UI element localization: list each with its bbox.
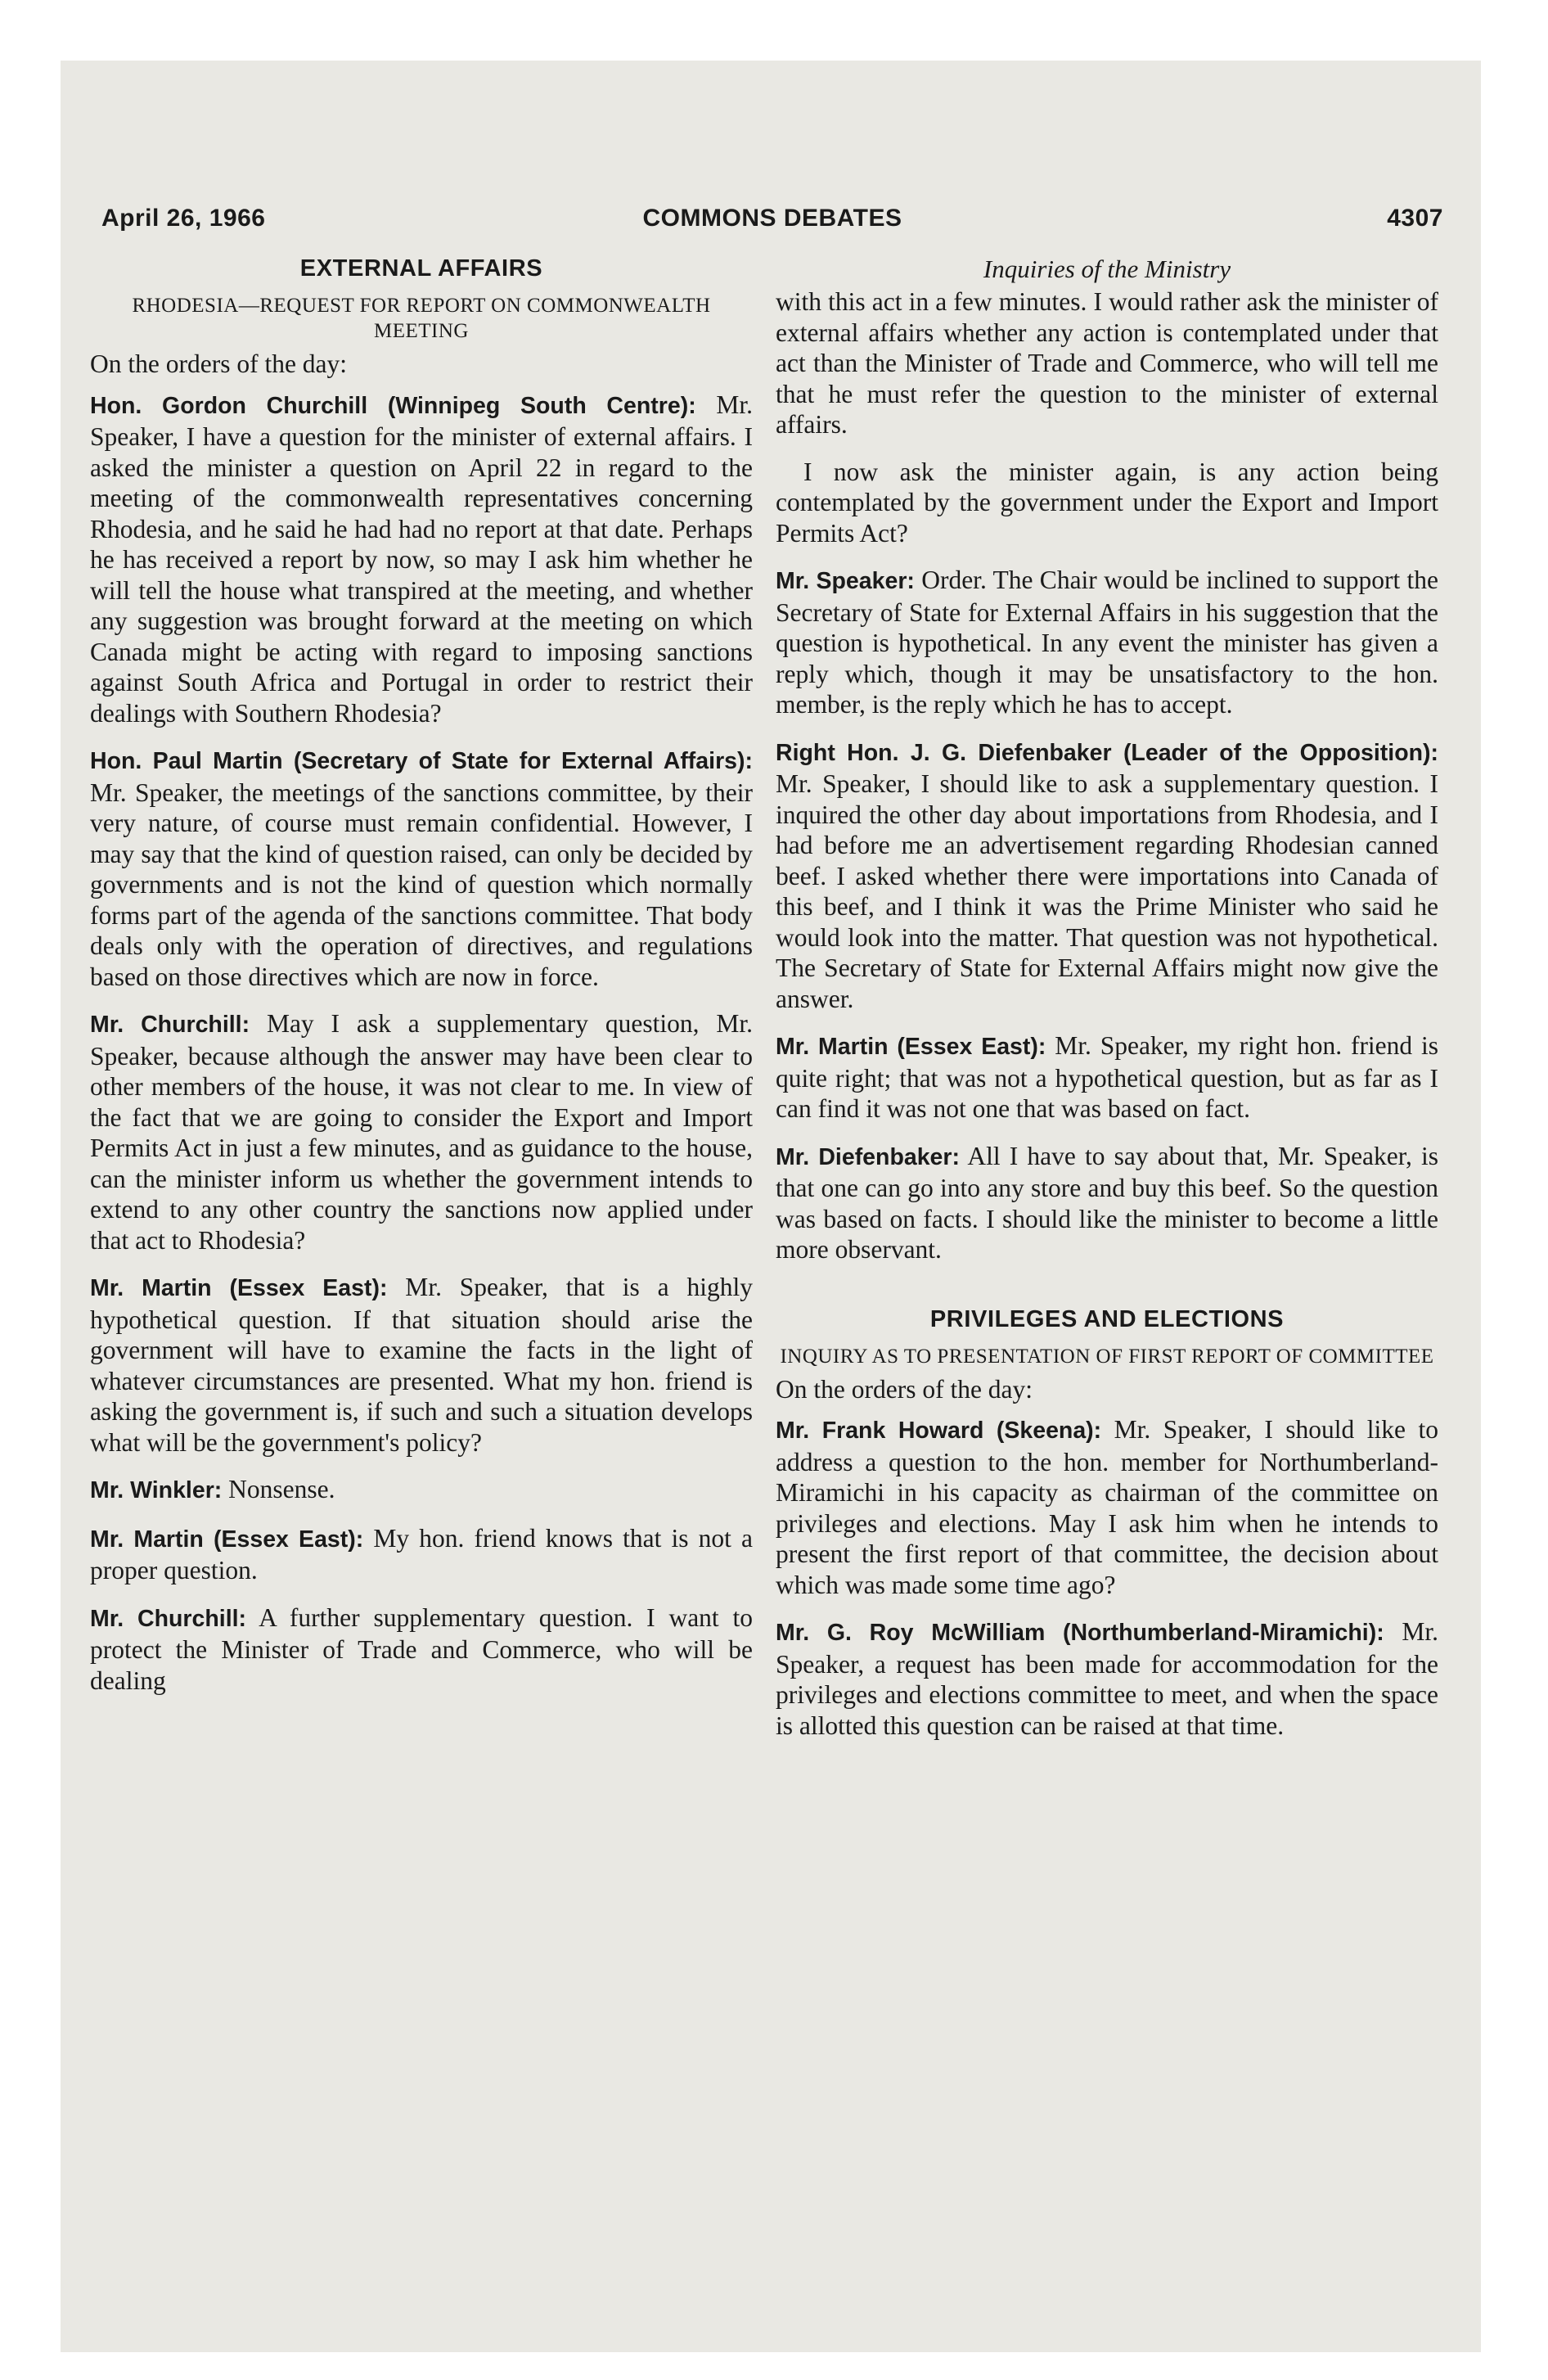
- speaker-name: Mr. Frank Howard (Skeena):: [776, 1418, 1102, 1444]
- header-date: April 26, 1966: [101, 205, 266, 232]
- speech-paragraph: [90, 1523, 753, 1586]
- speech-text: Mr. Speaker, the meetings of the sanctions committee, by their very nature, of course must remain confidential. However, I may say that the kind of question raised, can only be decided by governments and is not the kind of question which normally forms part of the agenda of the sanctions committee. That body deals only with the operation of directives, and regulations based on those directives which are now in force.: [90, 778, 753, 991]
- speech-text: Mr. Speaker, my right hon. friend is quite right; that was not a hypothetical question, but as far as I can find it was not one that was based on fact.: [776, 1031, 1439, 1123]
- speech-text: Mr. Speaker, I have a question for the minister of external affairs. I asked the minister a question on April 22 in regard to the meeting of the commonwealth representatives concerning Rhodesia, and he said he had had no report at that date. Perhaps he has received a report by now, so may I ask him whether he will tell the house what transpired at the meeting, and whether any suggestion was brought forward at the meeting on which Canada might be acting with regard to imposing sanctions against South Africa and Portugal in order to restrict their dealings with Southern Rhodesia?: [90, 390, 753, 728]
- speech-paragraph: [776, 1414, 1438, 1600]
- section-title: EXTERNAL AFFAIRS: [299, 255, 543, 282]
- page-header: [101, 205, 1443, 246]
- scanned-page: [61, 61, 1481, 2352]
- speaker-name: Mr. Martin (Essex East):: [776, 1034, 1046, 1060]
- speaker-name: Mr. Speaker:: [776, 568, 915, 594]
- continued-paragraph: I now ask the minister again, is any action being contemplated by the government under the Export and Import Permits Act?: [776, 457, 1438, 548]
- section-gap: [776, 1282, 1438, 1305]
- speech-text: Mr. Speaker, a request has been made for accommodation for the privileges and elections committee to meet, and when the space is allotted this question can be raised at that time.: [776, 1617, 1438, 1740]
- speaker-name: Hon. Paul Martin (Secretary of State for External Affairs):: [90, 748, 753, 774]
- speech-paragraph: [90, 390, 753, 729]
- header-publication: COMMONS DEBATES: [642, 205, 902, 232]
- continued-paragraph: with this act in a few minutes. I would rather ask the minister of external affairs whether any action is contemplated under that act than the Minister of Trade and Commerce, who will tell me that he must refer the question to the minister of external affairs.: [776, 287, 1438, 439]
- orders-of-day: On the orders of the day:: [90, 349, 348, 378]
- speech-paragraph: [90, 1602, 753, 1697]
- speech-text: Order. The Chair would be inclined to support the Secretary of State for External Affairs in his suggestion that the question is hypothetical. In any event the minister has given a reply which, though it may be unsatisfactory to the hon. member, is the reply which he has to accept.: [776, 566, 1438, 719]
- speech-paragraph: [776, 737, 1438, 1015]
- speaker-name: Mr. Churchill:: [90, 1605, 247, 1632]
- section-title: PRIVILEGES AND ELECTIONS: [929, 1305, 1285, 1332]
- speaker-name: Mr. Churchill:: [90, 1012, 250, 1038]
- speech-text: Mr. Speaker, that is a highly hypothetical question. If that situation should arise the government will have to examine the facts in the light of whatever circumstances are presented. What my hon. friend is asking the government is, if such and such a situation develops what will be the government's policy?: [90, 1273, 753, 1457]
- speech-paragraph: [776, 565, 1438, 720]
- speech-paragraph: [90, 1474, 753, 1507]
- speech-text: Nonsense.: [222, 1475, 335, 1503]
- speech-paragraph: [90, 745, 753, 992]
- speech-text: A further supplementary question. I want to protect the Minister of Trade and Commerce, who will be dealing: [90, 1602, 753, 1695]
- speech-text: All I have to say about that, Mr. Speaker, is that one can go into any store and buy this beef. So the question was based on facts. I should like the minister to become a little more observant.: [776, 1141, 1438, 1264]
- speaker-name: Mr. Martin (Essex East):: [90, 1526, 364, 1553]
- speech-text: May I ask a supplementary question, Mr. Speaker, because although the answer may have been clear to other members of the house, it was not clear to me. In view of the fact that we are going to consider the Export and Import Permits Act in just a few minutes, and as guidance to the house, can the minister inform us whether the government intends to extend to any other country the sanctions now applied under that act to Rhodesia?: [90, 1009, 753, 1255]
- speaker-name: Mr. Winkler:: [90, 1477, 223, 1503]
- speech-paragraph: [90, 1008, 753, 1255]
- right-column: [776, 254, 1438, 1757]
- speaker-name: Mr. Martin (Essex East):: [90, 1275, 388, 1301]
- speech-text: My hon. friend knows that is not a proper question.: [90, 1523, 754, 1584]
- speaker-name: Mr. Diefenbaker:: [776, 1143, 960, 1170]
- running-head: Inquiries of the Ministry: [983, 255, 1231, 283]
- speech-paragraph: [776, 1616, 1438, 1741]
- section-subtitle: RHODESIA—REQUEST FOR REPORT ON COMMONWEALTH MEETING: [132, 295, 711, 342]
- speech-text: Mr. Speaker, I should like to ask a supplementary question. I inquired the other day about importations from Rhodesia, and I had before me an advertisement regarding Rhodesian canned beef. I asked whether there were importations into Canada of this beef, and I think it was the Prime Minister who said he would look into the matter. That question was not hypothetical. The Secretary of State for External Affairs might now give the answer.: [776, 769, 1438, 1013]
- speech-paragraph: [776, 1141, 1438, 1265]
- left-column: [90, 254, 753, 1712]
- speech-paragraph: [776, 1030, 1438, 1125]
- orders-of-day: On the orders of the day:: [776, 1374, 1033, 1404]
- header-page-number: 4307: [1387, 205, 1443, 232]
- speech-text: Mr. Speaker, I should like to address a question to the hon. member for Northumberland-Miramichi in his capacity as chairman of the committee on privileges and elections. May I ask him when he intends to present the first report of that committee, the decision about which was made some time ago?: [776, 1415, 1439, 1599]
- speaker-name: Hon. Gordon Churchill (Winnipeg South Centre):: [90, 392, 696, 419]
- speaker-name: Mr. G. Roy McWilliam (Northumberland-Miramichi):: [776, 1620, 1384, 1646]
- section-subtitle: INQUIRY AS TO PRESENTATION OF FIRST REPORT OF COMMITTEE: [780, 1345, 1434, 1368]
- speech-paragraph: [90, 1272, 753, 1458]
- speaker-name: Right Hon. J. G. Diefenbaker (Leader of the Opposition):: [776, 739, 1438, 766]
